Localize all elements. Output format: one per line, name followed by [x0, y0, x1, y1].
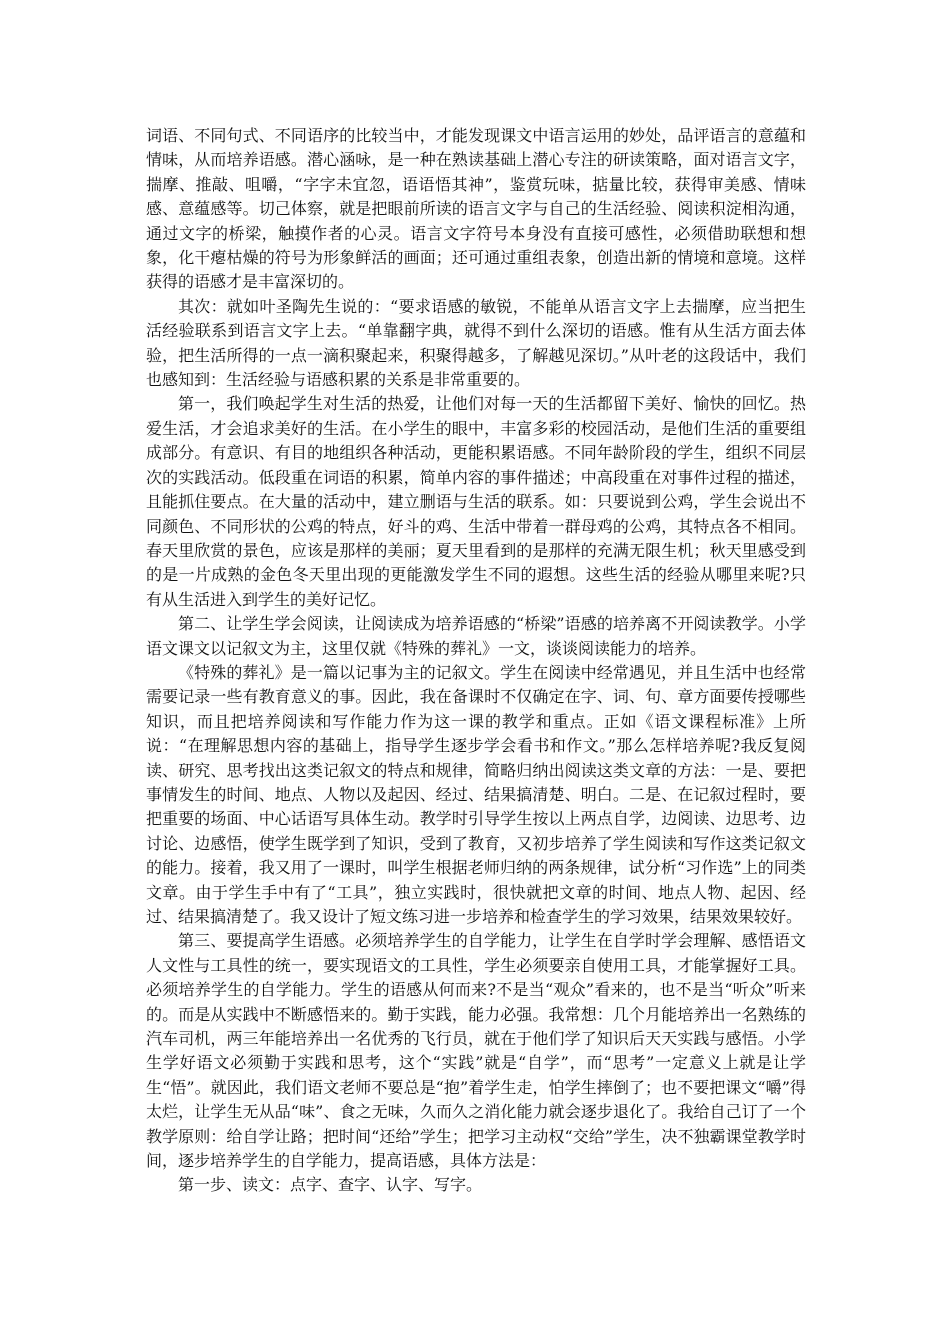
- paragraph-point-three-self-study: 第三、要提高学生语感。必须培养学生的自学能力，让学生在自学时学会理解、感悟语文人文性与工具性的统一，要实现语文的工具性，学生必须要亲自使用工具，才能掌握好工具。必须培养学生的自学能力。学生的语感从何而来?不是当“观众”看来的，也不是当“听众”听来的。而是从实践中不断感悟来的。勤于实践，能力必强。我常想：几个月能培养出一名熟练的汽车司机，两三年能培养出一名优秀的飞行员，就在于他们学了知识后天天实践与感悟。小学生学好语文必须勤于实践和思考，这个“实践”就是“自学”，而“思考”一定意义上就是让学生“悟”。就因此，我们语文老师不要总是“抱”着学生走，怕学生摔倒了；也不要把课文“嚼”得太烂，让学生无从品“味”、食之无味，久而久之消化能力就会逐步退化了。我给自己订了一个教学原则：给自学让路；把时间“还给”学生；把学习主动权“交给”学生，决不独霸课堂教学时间，逐步培养学生的自学能力，提高语感，具体方法是：: [146, 931, 806, 1171]
- paragraph-special-funeral: 《特殊的葬礼》是一篇以记事为主的记叙文。学生在阅读中经常遇见，并且生活中也经常需要记录一些有教育意义的事。因此，我在备课时不仅确定在字、词、句、章方面要传授哪些知识，而且把培养阅读和写作能力作为这一课的教学和重点。正如《语文课程标准》上所说：“在理解思想内容的基础上，指导学生逐步学会看书和作文。”那么怎样培养呢?我反复阅读、研究、思考找出这类记叙文的特点和规律，简略归纳出阅读这类文章的方法：一是、要把事情发生的时间、地点、人物以及起因、经过、结果搞清楚、明白。二是、在记叙过程时，要把重要的场面、中心话语写具体生动。教学时引导学生按以上两点自学，边阅读、边思考、边讨论、边感悟，使学生既学到了知识，受到了教育，又初步培养了学生阅读和写作这类记叙文的能力。接着，我又用了一课时，叫学生根据老师归纳的两条规律，试分析“习作选”上的同类文章。由于学生手中有了“工具”，独立实践时，很快就把文章的时间、地点人物、起因、经过、结果搞清楚了。我又设计了短文练习进一步培养和检查学生的学习效果，结果效果较好。: [146, 662, 806, 926]
- paragraph-ye-shengtao-quote: 其次：就如叶圣陶先生说的：“要求语感的敏锐，不能单从语言文字上去揣摩，应当把生活经验联系到语言文字上去。“单靠翻字典，就得不到什么深切的语感。惟有从生活方面去体验，把生活所得的一点一滴积聚起来，积聚得越多，了解越见深切。”从叶老的这段话中，我们也感知到：生活经验与语感积累的关系是非常重要的。: [146, 296, 806, 390]
- paragraph-step-one: 第一步、读文：点字、查字、认字、写字。: [178, 1175, 483, 1195]
- document-page: [146, 124, 806, 1198]
- paragraph-continuation: 词语、不同句式、不同语序的比较当中，才能发现课文中语言运用的妙处，品评语言的意蕴和情味，从而培养语感。潜心涵咏，是一种在熟读基础上潜心专注的研读策略，面对语言文字，揣摩、推敲、咀嚼，“字字未宜忽，语语悟其神”，鉴赏玩味，掂量比较，获得审美感、情味感、意蕴感等。切己体察，就是把眼前所读的语言文字与自己的生活经验、阅读积淀相沟通，通过文字的桥梁，触摸作者的心灵。语言文字符号本身没有直接可感性，必须借助联想和想象，化干瘪枯燥的符号为形象鲜活的画面；还可通过重组表象，创造出新的情境和意境。这样获得的语感才是丰富深切的。: [146, 126, 806, 292]
- paragraph-point-two-reading: 第二、让学生学会阅读，让阅读成为培养语感的“桥梁”语感的培养离不开阅读教学。小学语文课文以记叙文为主，这里仅就《特殊的葬礼》一文，谈谈阅读能力的培养。: [146, 614, 806, 658]
- paragraph-point-one-life: 第一，我们唤起学生对生活的热爱，让他们对每一天的生活都留下美好、愉快的回忆。热爱生活，才会追求美好的生活。在小学生的眼中，丰富多彩的校园活动，是他们生活的重要组成部分。有意识、有目的地组织各种活动，更能积累语感。不同年龄阶段的学生，组织不同层次的实践活动。低段重在词语的积累，简单内容的事件描述；中高段重在对事件过程的描述，且能抓住要点。在大量的活动中，建立删语与生活的联系。如：只要说到公鸡，学生会说出不同颜色、不同形状的公鸡的特点，好斗的鸡、生活中带着一群母鸡的公鸡，其特点各不相同。春天里欣赏的景色，应该是那样的美丽；夏天里看到的是那样的充满无限生机；秋天里感受到的是一片成熟的金色冬天里出现的更能激发学生不同的遐想。这些生活的经验从哪里来呢?只有从生活进入到学生的美好记忆。: [146, 394, 806, 609]
